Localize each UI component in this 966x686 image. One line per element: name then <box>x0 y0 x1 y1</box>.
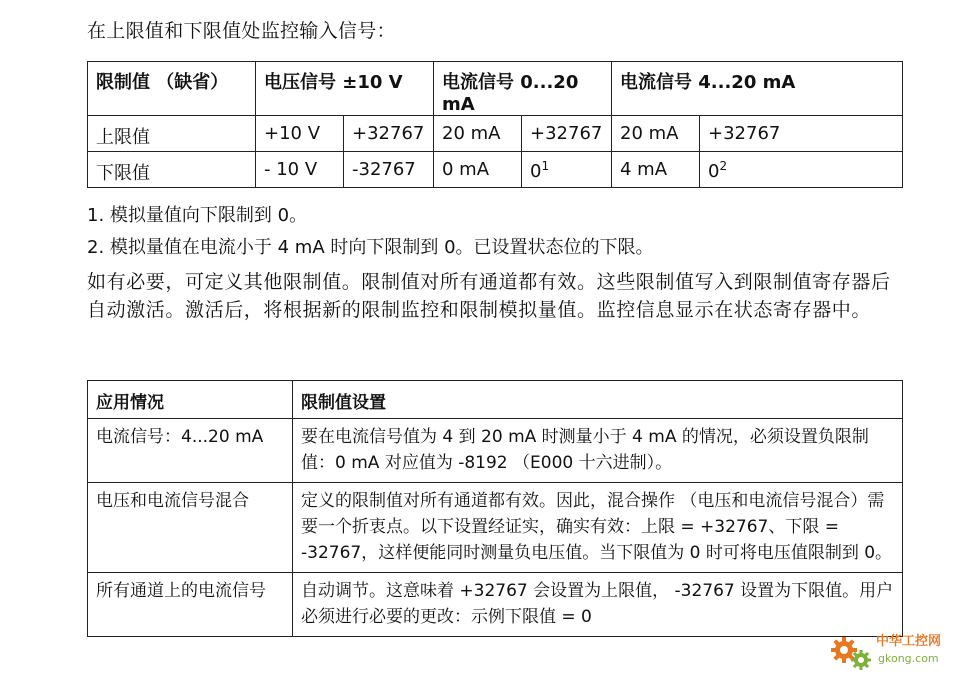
table-row <box>88 152 903 188</box>
cell-value: 0 <box>708 161 720 182</box>
footnote-ref: 1 <box>541 159 550 173</box>
application-table <box>87 380 903 637</box>
watermark-logo <box>828 622 958 678</box>
header-current-0-20: 电流信号 0...20 mA <box>434 62 612 116</box>
header-limit-setting: 限制值设置 <box>293 381 903 419</box>
table-cell-with-footnote <box>700 152 903 188</box>
setting-cell: 要在电流信号值为 4 到 20 mA 时测量小于 4 mA 的情况，必须设置负限制值：0 mA 对应值为 -8192 （E000 十六进制）。 <box>293 419 903 483</box>
table-cell: 20 mA <box>434 116 522 152</box>
gear-icon <box>828 628 874 674</box>
header-application: 应用情况 <box>88 381 293 419</box>
case-cell: 电压和电流信号混合 <box>88 483 293 573</box>
table-row <box>88 116 903 152</box>
table-cell: +32767 <box>344 116 434 152</box>
watermark-url: gkong.com <box>878 652 939 665</box>
footnote-1: 1. 模拟量值向下限制到 0。 <box>87 205 308 226</box>
watermark-title: 中华工控网 <box>876 634 942 649</box>
table-row <box>88 573 903 637</box>
setting-cell: 自动调节。这意味着 +32767 会设置为上限值， -32767 设置为下限值。用户必须进行必要的更改：示例下限值 = 0 <box>293 573 903 637</box>
table-row <box>88 483 903 573</box>
case-cell: 所有通道上的电流信号 <box>88 573 293 637</box>
header-current-4-20: 电流信号 4...20 mA <box>612 62 903 116</box>
cell-value: 0 <box>530 161 542 182</box>
footnote-2: 2. 模拟量值在电流小于 4 mA 时向下限制到 0。已设置状态位的下限。 <box>87 237 654 258</box>
table-cell: 20 mA <box>612 116 700 152</box>
table-cell: +10 V <box>256 116 344 152</box>
setting-cell: 定义的限制值对所有通道都有效。因此，混合操作 （电压和电流信号混合）需要一个折衷点。以下设置经证实，确实有效：上限 = +32767、下限 = -32767，这样便能同时测量负电压值。当下限值为 0 时可将电压值限制到 0。 <box>293 483 903 573</box>
table-cell-with-footnote <box>522 152 612 188</box>
table-row <box>88 419 903 483</box>
table-cell: 4 mA <box>612 152 700 188</box>
row-label: 上限值 <box>88 116 256 152</box>
body-paragraph: 如有必要，可定义其他限制值。限制值对所有通道都有效。这些限制值写入到限制值寄存器后自动激活。激活后，将根据新的限制监控和限制模拟量值。监控信息显示在状态寄存器中。 <box>87 271 891 321</box>
table-header-row <box>88 381 903 419</box>
footnotes <box>87 200 654 264</box>
footnote-ref: 2 <box>719 159 728 173</box>
table-cell: -32767 <box>344 152 434 188</box>
table-header-row <box>88 62 903 116</box>
case-cell: 电流信号：4...20 mA <box>88 419 293 483</box>
header-voltage-signal: 电压信号 ±10 V <box>256 62 434 116</box>
table-cell: +32767 <box>522 116 612 152</box>
table-cell: - 10 V <box>256 152 344 188</box>
row-label: 下限值 <box>88 152 256 188</box>
table-cell: +32767 <box>700 116 903 152</box>
limit-values-table <box>87 61 903 188</box>
table-cell: 0 mA <box>434 152 522 188</box>
header-limit-value: 限制值 （缺省） <box>88 62 256 116</box>
intro-text: 在上限值和下限值处监控输入信号： <box>87 20 396 42</box>
